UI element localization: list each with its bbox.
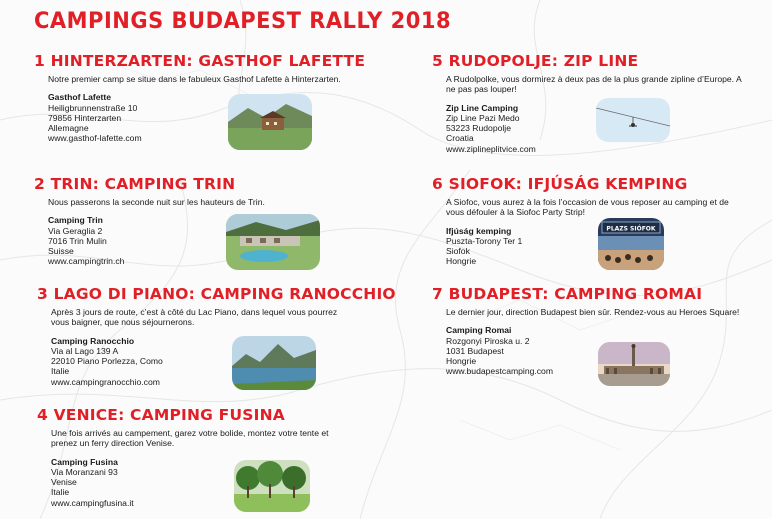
page-title: CAMPINGS BUDAPEST RALLY 2018 <box>34 8 452 34</box>
address-line: Rozgonyi Piroska u. 2 <box>446 335 530 346</box>
camp-address <box>51 457 377 508</box>
trees-park-photo <box>234 460 310 512</box>
camp-heading: 6 SIOFOK: IFJÚSÁG KEMPING <box>432 175 688 193</box>
sign-text: PLAZS SIÓFOK <box>606 225 656 233</box>
camp-address <box>48 92 374 143</box>
camp-name: Camping Trin <box>48 215 103 226</box>
website-link[interactable]: www.gasthof-lafette.com <box>48 133 142 144</box>
camp-description: Après 3 jours de route, c’est à côté du Lac Piano, dans lequel vous pourrez vous baigner, que nous séjournerons. <box>51 307 338 328</box>
address-line: Via Moranzani 93 <box>51 467 118 478</box>
address-line: Italie <box>51 366 70 377</box>
camp-heading: 4 VENICE: CAMPING FUSINA <box>37 406 285 424</box>
address-line: Zip Line Pazi Medo <box>446 113 520 124</box>
camp-description: Le dernier jour, direction Budapest bien sûr. Rendez-vous au Heroes Square! <box>446 307 740 317</box>
zipline-sky-photo <box>596 98 670 142</box>
address-line: 1031 Budapest <box>446 345 504 356</box>
camp-address <box>48 215 374 266</box>
camp-name: Camping Fusina <box>51 456 118 467</box>
website-link[interactable]: www.ziplineplitvice.com <box>446 143 536 154</box>
campground-pool-photo <box>226 214 320 270</box>
camp-heading: 7 BUDAPEST: CAMPING ROMAI <box>432 285 703 303</box>
address-line: Suisse <box>48 246 74 257</box>
address-line: Venise <box>51 477 77 488</box>
camp-4 <box>37 406 377 508</box>
camp-description: A Rudolpolke, vous dormirez à deux pas de la plus grande zipline d’Europe. A ne pas pas louper! <box>446 74 742 95</box>
website-link[interactable]: www.campingtrin.ch <box>48 256 125 267</box>
camp-description: Une fois arrivés au campement, garez votre bolide, montez votre tente et prenez un ferry direction Venise. <box>51 428 329 449</box>
camp-1 <box>34 52 374 143</box>
lake-mountain-photo <box>232 336 316 390</box>
camp-name: Camping Romai <box>446 325 512 336</box>
address-line: Italie <box>51 487 70 498</box>
website-link[interactable]: www.campingfusina.it <box>51 497 134 508</box>
heroes-square-photo <box>598 342 670 386</box>
camp-name: Camping Ranocchio <box>51 335 135 346</box>
camp-heading: 1 HINTERZARTEN: GASTHOF LAFETTE <box>34 52 366 70</box>
camp-heading: 5 RUDOPOLJE: ZIP LINE <box>432 52 639 70</box>
address-line: 79856 Hinterzarten <box>48 112 122 123</box>
camp-name: Zip Line Camping <box>446 102 519 113</box>
address-line: Allemagne <box>48 123 89 134</box>
camp-name: Gasthof Lafette <box>48 92 112 103</box>
address-line: 7016 Trin Mulin <box>48 235 107 246</box>
address-line: Via Geraglia 2 <box>48 225 103 236</box>
camp-name: Ifjúság kemping <box>446 225 512 236</box>
address-line: Via al Lago 139 A <box>51 346 119 357</box>
camp-3 <box>37 285 396 387</box>
camp-description: Nous passerons la seconde nuit sur les hauteurs de Trin. <box>48 197 265 207</box>
camp-address <box>51 336 377 387</box>
address-line: Croatia <box>446 133 474 144</box>
address-line: Siofok <box>446 246 470 257</box>
address-line: Hongrie <box>446 256 477 267</box>
camp-description: A Siofoc, vous aurez à la fois l’occasion de vous reposer au camping et de vous défouler à la Siofoc Party Strip! <box>446 197 729 218</box>
website-link[interactable]: www.campingranocchio.com <box>51 376 160 387</box>
camp-heading: 3 LAGO DI PIANO: CAMPING RANOCCHIO <box>37 285 396 303</box>
camp-description: Notre premier camp se situe dans le fabuleux Gasthof Lafette à Hinterzarten. <box>48 74 341 84</box>
mountain-hotel-photo <box>228 94 312 150</box>
party-beach-photo <box>598 218 664 270</box>
camp-2 <box>34 175 374 266</box>
address-line: 22010 Piano Porlezza, Como <box>51 356 163 367</box>
address-line: Hongrie <box>446 356 477 367</box>
address-line: 53223 Rudopolje <box>446 123 511 134</box>
camp-heading: 2 TRIN: CAMPING TRIN <box>34 175 236 193</box>
website-link[interactable]: www.budapestcamping.com <box>446 366 553 377</box>
address-line: Heiligbrunnenstraße 10 <box>48 102 138 113</box>
address-line: Puszta-Torony Ter 1 <box>446 236 523 247</box>
